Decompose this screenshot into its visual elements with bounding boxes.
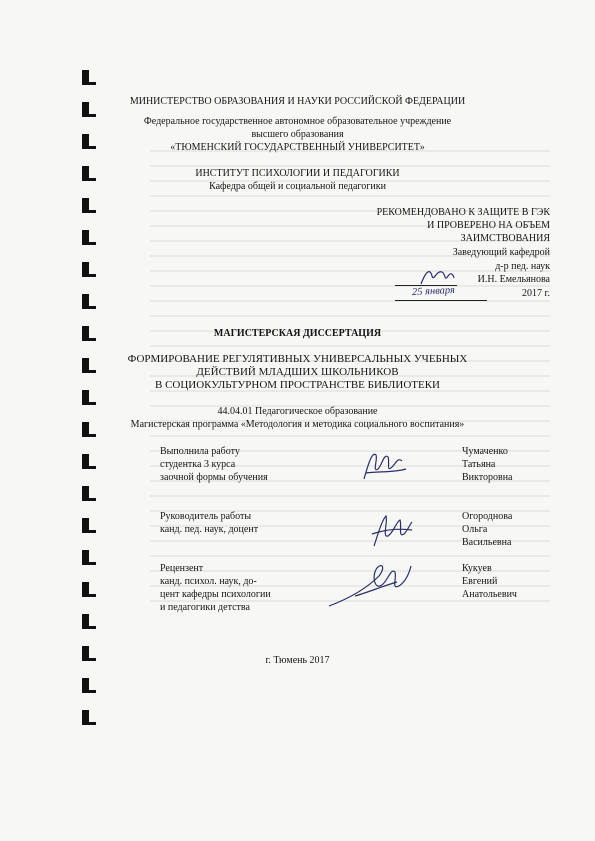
department-name: Кафедра общей и социальной педагогики — [209, 181, 386, 192]
author-role-3: заочной формы обучения — [160, 472, 268, 483]
author-surname: Чумаченко — [462, 446, 508, 457]
handwritten-date: 25 января — [411, 284, 456, 299]
reviewer-surname: Кукуев — [462, 563, 492, 574]
supervisor-role-2: канд. пед. наук, доцент — [160, 524, 259, 535]
dissertation-title-line-2: ДЕЙСТВИЙ МЛАДШИХ ШКОЛЬНИКОВ — [196, 366, 399, 378]
reviewer-role-1: Рецензент — [160, 563, 204, 574]
reviewer-role-4: и педагогики детства — [160, 602, 250, 613]
approval-line-3: ЗАИМСТВОВАНИЯ — [460, 233, 550, 244]
approval-year: 2017 г. — [522, 288, 550, 299]
approval-line-2: И ПРОВЕРЕНО НА ОБЪЕМ — [427, 220, 550, 231]
specialty-code: 44.04.01 Педагогическое образование — [217, 406, 378, 417]
supervisor-role-1: Руководитель работы — [160, 511, 252, 522]
approval-role: Заведующий кафедрой — [452, 247, 550, 258]
dissertation-title-line-3: В СОЦИОКУЛЬТУРНОМ ПРОСТРАНСТВЕ БИБЛИОТЕКИ — [154, 379, 441, 391]
binding-marks — [80, 62, 100, 742]
ministry-heading: МИНИСТЕРСТВО ОБРАЗОВАНИЯ И НАУКИ РОССИЙСКОЙ ФЕДЕРАЦИИ — [129, 96, 466, 107]
program-name: Магистерская программа «Методология и методика социального воспитания» — [130, 419, 465, 430]
author-patronymic: Викторовна — [462, 472, 513, 483]
reviewer-role-3: цент кафедры психологии — [160, 589, 271, 600]
institute-name: ИНСТИТУТ ПСИХОЛОГИИ И ПЕДАГОГИКИ — [195, 168, 400, 179]
reviewer-patronymic: Анатольевич — [462, 589, 517, 600]
reviewer-first-name: Евгений — [462, 576, 498, 587]
reviewer-signature — [325, 556, 415, 612]
author-role-2: студентка 3 курса — [160, 459, 236, 470]
author-signature — [360, 443, 410, 485]
approval-name: И.Н. Емельянова — [477, 274, 550, 285]
reviewer-role-2: канд. психол. наук, до- — [160, 576, 257, 587]
supervisor-first-name: Ольга — [462, 524, 488, 535]
approval-line-1: РЕКОМЕНДОВАНО К ЗАЩИТЕ В ГЭК — [376, 207, 550, 218]
university-name: «ТЮМЕНСКИЙ ГОСУДАРСТВЕННЫЙ УНИВЕРСИТЕТ» — [170, 142, 425, 153]
supervisor-surname: Огороднова — [462, 511, 513, 522]
dissertation-type: МАГИСТЕРСКАЯ ДИССЕРТАЦИЯ — [213, 328, 382, 339]
institution-line-2: высшего образования — [251, 129, 344, 140]
institution-line-1: Федеральное государственное автономное образовательное учреждение — [143, 116, 452, 127]
approval-degree: д-р пед. наук — [495, 261, 550, 272]
city-year: г. Тюмень 2017 — [265, 655, 330, 666]
supervisor-patronymic: Васильевна — [462, 537, 512, 548]
author-first-name: Татьяна — [462, 459, 496, 470]
supervisor-signature — [368, 508, 416, 552]
author-role-1: Выполнила работу — [160, 446, 240, 457]
date-line — [395, 300, 487, 301]
dissertation-title-line-1: ФОРМИРОВАНИЕ РЕГУЛЯТИВНЫХ УНИВЕРСАЛЬНЫХ УЧЕБНЫХ — [127, 353, 468, 365]
